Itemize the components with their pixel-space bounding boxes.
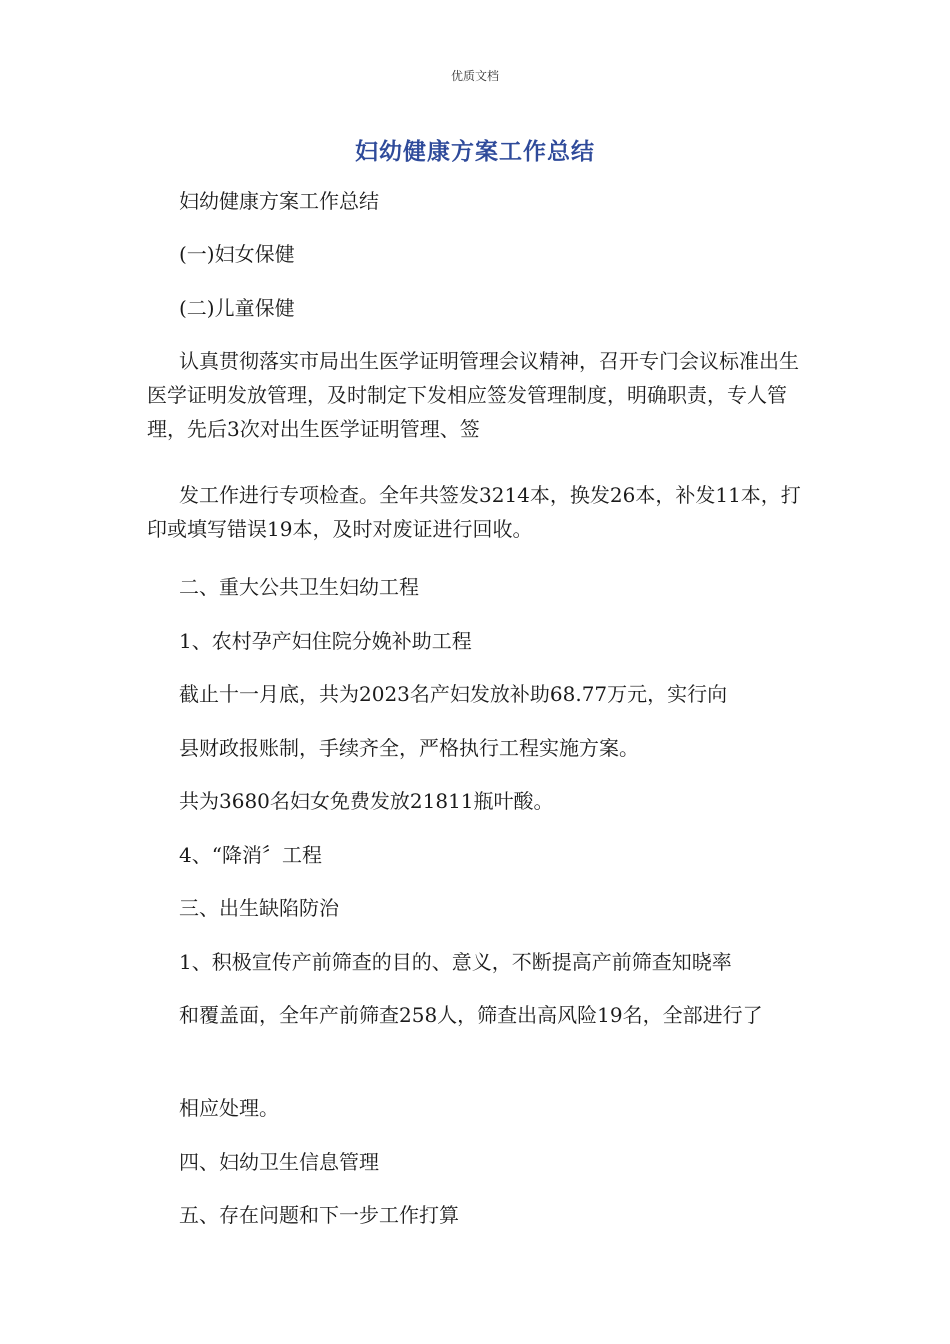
- paragraph-jiangxiao-project: 4、“降消〞工程: [179, 843, 322, 867]
- paragraph-certificate-stats: 发工作进行专项检查。全年共签发3214本，换发26本，补发11本，打印或填写错误19本，及时对废证进行回收。: [147, 483, 801, 541]
- paragraph-section-two: 二、重大公共卫生妇幼工程: [179, 575, 419, 599]
- paragraph-section-four: 四、妇幼卫生信息管理: [179, 1150, 379, 1174]
- paragraph-subtitle: 妇幼健康方案工作总结: [179, 189, 379, 213]
- paragraph-delivery-subsidy: 1、农村孕产妇住院分娩补助工程: [179, 629, 472, 653]
- paragraph-screening-stats: 和覆盖面，全年产前筛查258人，筛查出高风险19名，全部进行了: [179, 1003, 763, 1027]
- paragraph-section-five: 五、存在问题和下一步工作打算: [179, 1203, 459, 1227]
- document-title: 妇幼健康方案工作总结: [355, 139, 595, 165]
- paragraph-processing: 相应处理。: [179, 1096, 279, 1120]
- paragraph-section-three: 三、出生缺陷防治: [179, 896, 339, 920]
- paragraph-folic-acid: 共为3680名妇女免费发放21811瓶叶酸。: [179, 789, 554, 813]
- paragraph-women-health: (一)妇女保健: [179, 242, 295, 266]
- paragraph-finance-reporting: 县财政报账制，手续齐全，严格执行工程实施方案。: [179, 736, 639, 760]
- paragraph-prenatal-screening: 1、积极宣传产前筛查的目的、意义，不断提高产前筛查知晓率: [179, 950, 732, 974]
- paragraph-subsidy-amount: 截止十一月底，共为2023名产妇发放补助68.77万元，实行向: [179, 682, 728, 706]
- page-header: 优质文档: [450, 69, 499, 83]
- paragraph-birth-certificate: 认真贯彻落实市局出生医学证明管理会议精神，召开专门会议标准出生医学证明发放管理，及时制定下发相应签发管理制度，明确职责，专人管理，先后3次对出生医学证明管理、签: [147, 349, 799, 441]
- paragraph-child-health: (二)儿童保健: [179, 296, 295, 320]
